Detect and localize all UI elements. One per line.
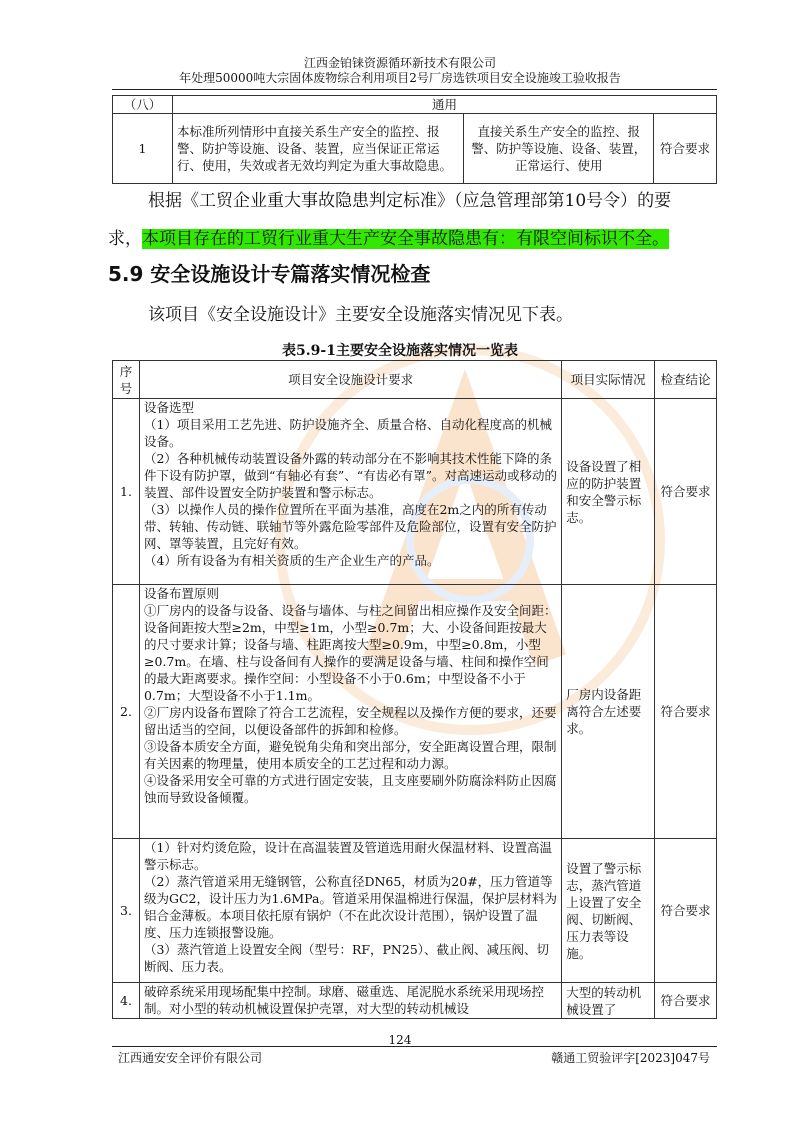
row-requirement: （1）针对灼烫危险，设计在高温装置及管道选用耐火保温材料、设置高温警示标志。 （2）蒸汽管道采用无缝钢管，公称直径DN65，材质为20#，压力管道等级为GC2，设计压力为1.6MPa。管道采用保温棉进行保温，保护层材料为铝合金薄板。本项目依托原有锅炉（不在此次设计范围），锅炉设置了温度、压力连锁报警设施。 （3）蒸汽管道上设置安全阀（型号：RF，PN25）、截止阀、减压阀、切断阀、压力表。 (139, 839, 561, 983)
row-result: 符合要求 (654, 114, 717, 184)
group-label: 通用 (172, 96, 716, 114)
table-row (113, 399, 717, 585)
header-no: 序号 (113, 361, 140, 399)
row-requirement: 破碎系统采用现场配集中控制。球磨、磁重选、尾泥脱水系统采用现场控制。对小型的转动机械设置保护壳罩，对大型的转动机械设 (139, 983, 561, 1019)
table-row (113, 839, 717, 983)
table-row (113, 114, 717, 184)
row-actual: 大型的转动机械设置了 (562, 983, 655, 1019)
footer-company: 江西通安安全评价有限公司 (118, 1051, 263, 1065)
header-report-title: 年处理50000吨大宗固体废物综合利用项目2号厂房选铁项目安全设施竣工验收报告 (179, 71, 621, 85)
conclusion-line-2 (108, 228, 669, 250)
footer-report-id: 赣通工贸验评字[2023]047号 (551, 1051, 710, 1065)
table-row (113, 585, 717, 839)
row-requirement: 直接关系生产安全的监控、报警、防护等设施、设备、装置，正常运行、使用 (464, 114, 654, 184)
page-header (0, 56, 800, 86)
footer-divider (112, 1046, 717, 1047)
conclusion-line-1: 根据《工贸企业重大事故隐患判定标准》（应急管理部第10号令）的要 (148, 191, 672, 211)
row-number: 1. (113, 399, 140, 585)
highlighted-conclusion: 本项目存在的工贸行业重大生产安全事故隐患有：有限空间标识不全。 (142, 229, 669, 249)
row-result: 符合要求 (655, 585, 717, 839)
row-actual: 厂房内设备距离符合左述要求。 (562, 585, 655, 839)
row-actual: 设置了警示标志，蒸汽管道上设置了安全阀、切断阀、压力表等设施。 (562, 839, 655, 983)
header-divider (112, 89, 717, 90)
section-title: 5.9 安全设施设计专篇落实情况检查 (108, 262, 431, 286)
row-number: 4. (113, 983, 140, 1019)
row-number: 2. (113, 585, 140, 839)
row-requirement: 设备布置原则 ①厂房内的设备与设备、设备与墙体、与柱之间留出相应操作及安全间距： 设备间距按大型≥2m，中型≥1m，小型≥0.7m；大、小设备间距按最大的尺寸要求计算；设备与墙、柱距离按大型≥0.9m，中型≥0.8m，小型≥0.7m。在墙、柱与设备间有人操作的要满足设备与墙、柱间和操作空间的最大距离要求。操作空间：小型设备不小于0.6m；中型设备不小于0.7m；大型设备不小于1.1m。 ②厂房内设备布置除了符合工艺流程，安全规程以及操作方便的要求，还要留出适当的空间，以便设备部件的拆卸和检修。 ③设备本质安全方面，避免锐角尖角和突出部分，安全距离设置合理，限制有关因素的物理量，使用本质安全的工艺过程和动力源。 ④设备采用安全可靠的方式进行固定安装，且支座要刷外防腐涂料防止因腐蚀而导致设备倾覆。 (139, 585, 561, 839)
row-number: 1 (113, 114, 173, 184)
section-intro: 该项目《安全设施设计》主要安全设施落实情况见下表。 (148, 305, 573, 325)
header-result: 检查结论 (655, 361, 717, 399)
hazard-criteria-table (112, 95, 717, 184)
row-result: 符合要求 (655, 983, 717, 1019)
row-requirement: 设备选型 （1）项目采用工艺先进、防护设施齐全、质量合格、自动化程度高的机械设备。 （2）各种机械传动装置设备外露的转动部分在不影响其技术性能下降的条件下设有防护罩，做到“有轴必有套”、“有齿必有罩”。对高速运动或移动的装置、部件设置安全防护装置和警示标志。 （3）以操作人员的操作位置所在平面为基准，高度在2m之内的所有传动带、转轴、传动链、联轴节等外露危险零部件及危险部位，设置有安全防护网、罩等装置，且完好有效。 （4）所有设备为有相关资质的生产企业生产的产品。 (139, 399, 561, 585)
group-number: （八） (113, 96, 173, 114)
header-requirement: 项目安全设施设计要求 (139, 361, 561, 399)
page-number: 124 (388, 1033, 412, 1047)
table-caption: 表5.9-1主要安全设施落实情况一览表 (282, 343, 518, 359)
row-actual: 设备设置了相应的防护装置和安全警示标志。 (562, 399, 655, 585)
row-result: 符合要求 (655, 839, 717, 983)
table-header-row (113, 361, 717, 399)
header-actual: 项目实际情况 (562, 361, 655, 399)
row-number: 3. (113, 839, 140, 983)
conclusion-prefix: 求， (108, 229, 142, 249)
table-row (113, 983, 717, 1019)
safety-facilities-table (112, 360, 717, 1019)
row-result: 符合要求 (655, 399, 717, 585)
table-group-row (113, 96, 717, 114)
row-criterion: 本标准所列情形中直接关系生产安全的监控、报警、防护等设施、设备、装置，应当保证正常运行、使用，失效或者无效均判定为重大事故隐患。 (172, 114, 463, 184)
header-company: 江西金铂铼资源循环新技术有限公司 (303, 56, 496, 70)
